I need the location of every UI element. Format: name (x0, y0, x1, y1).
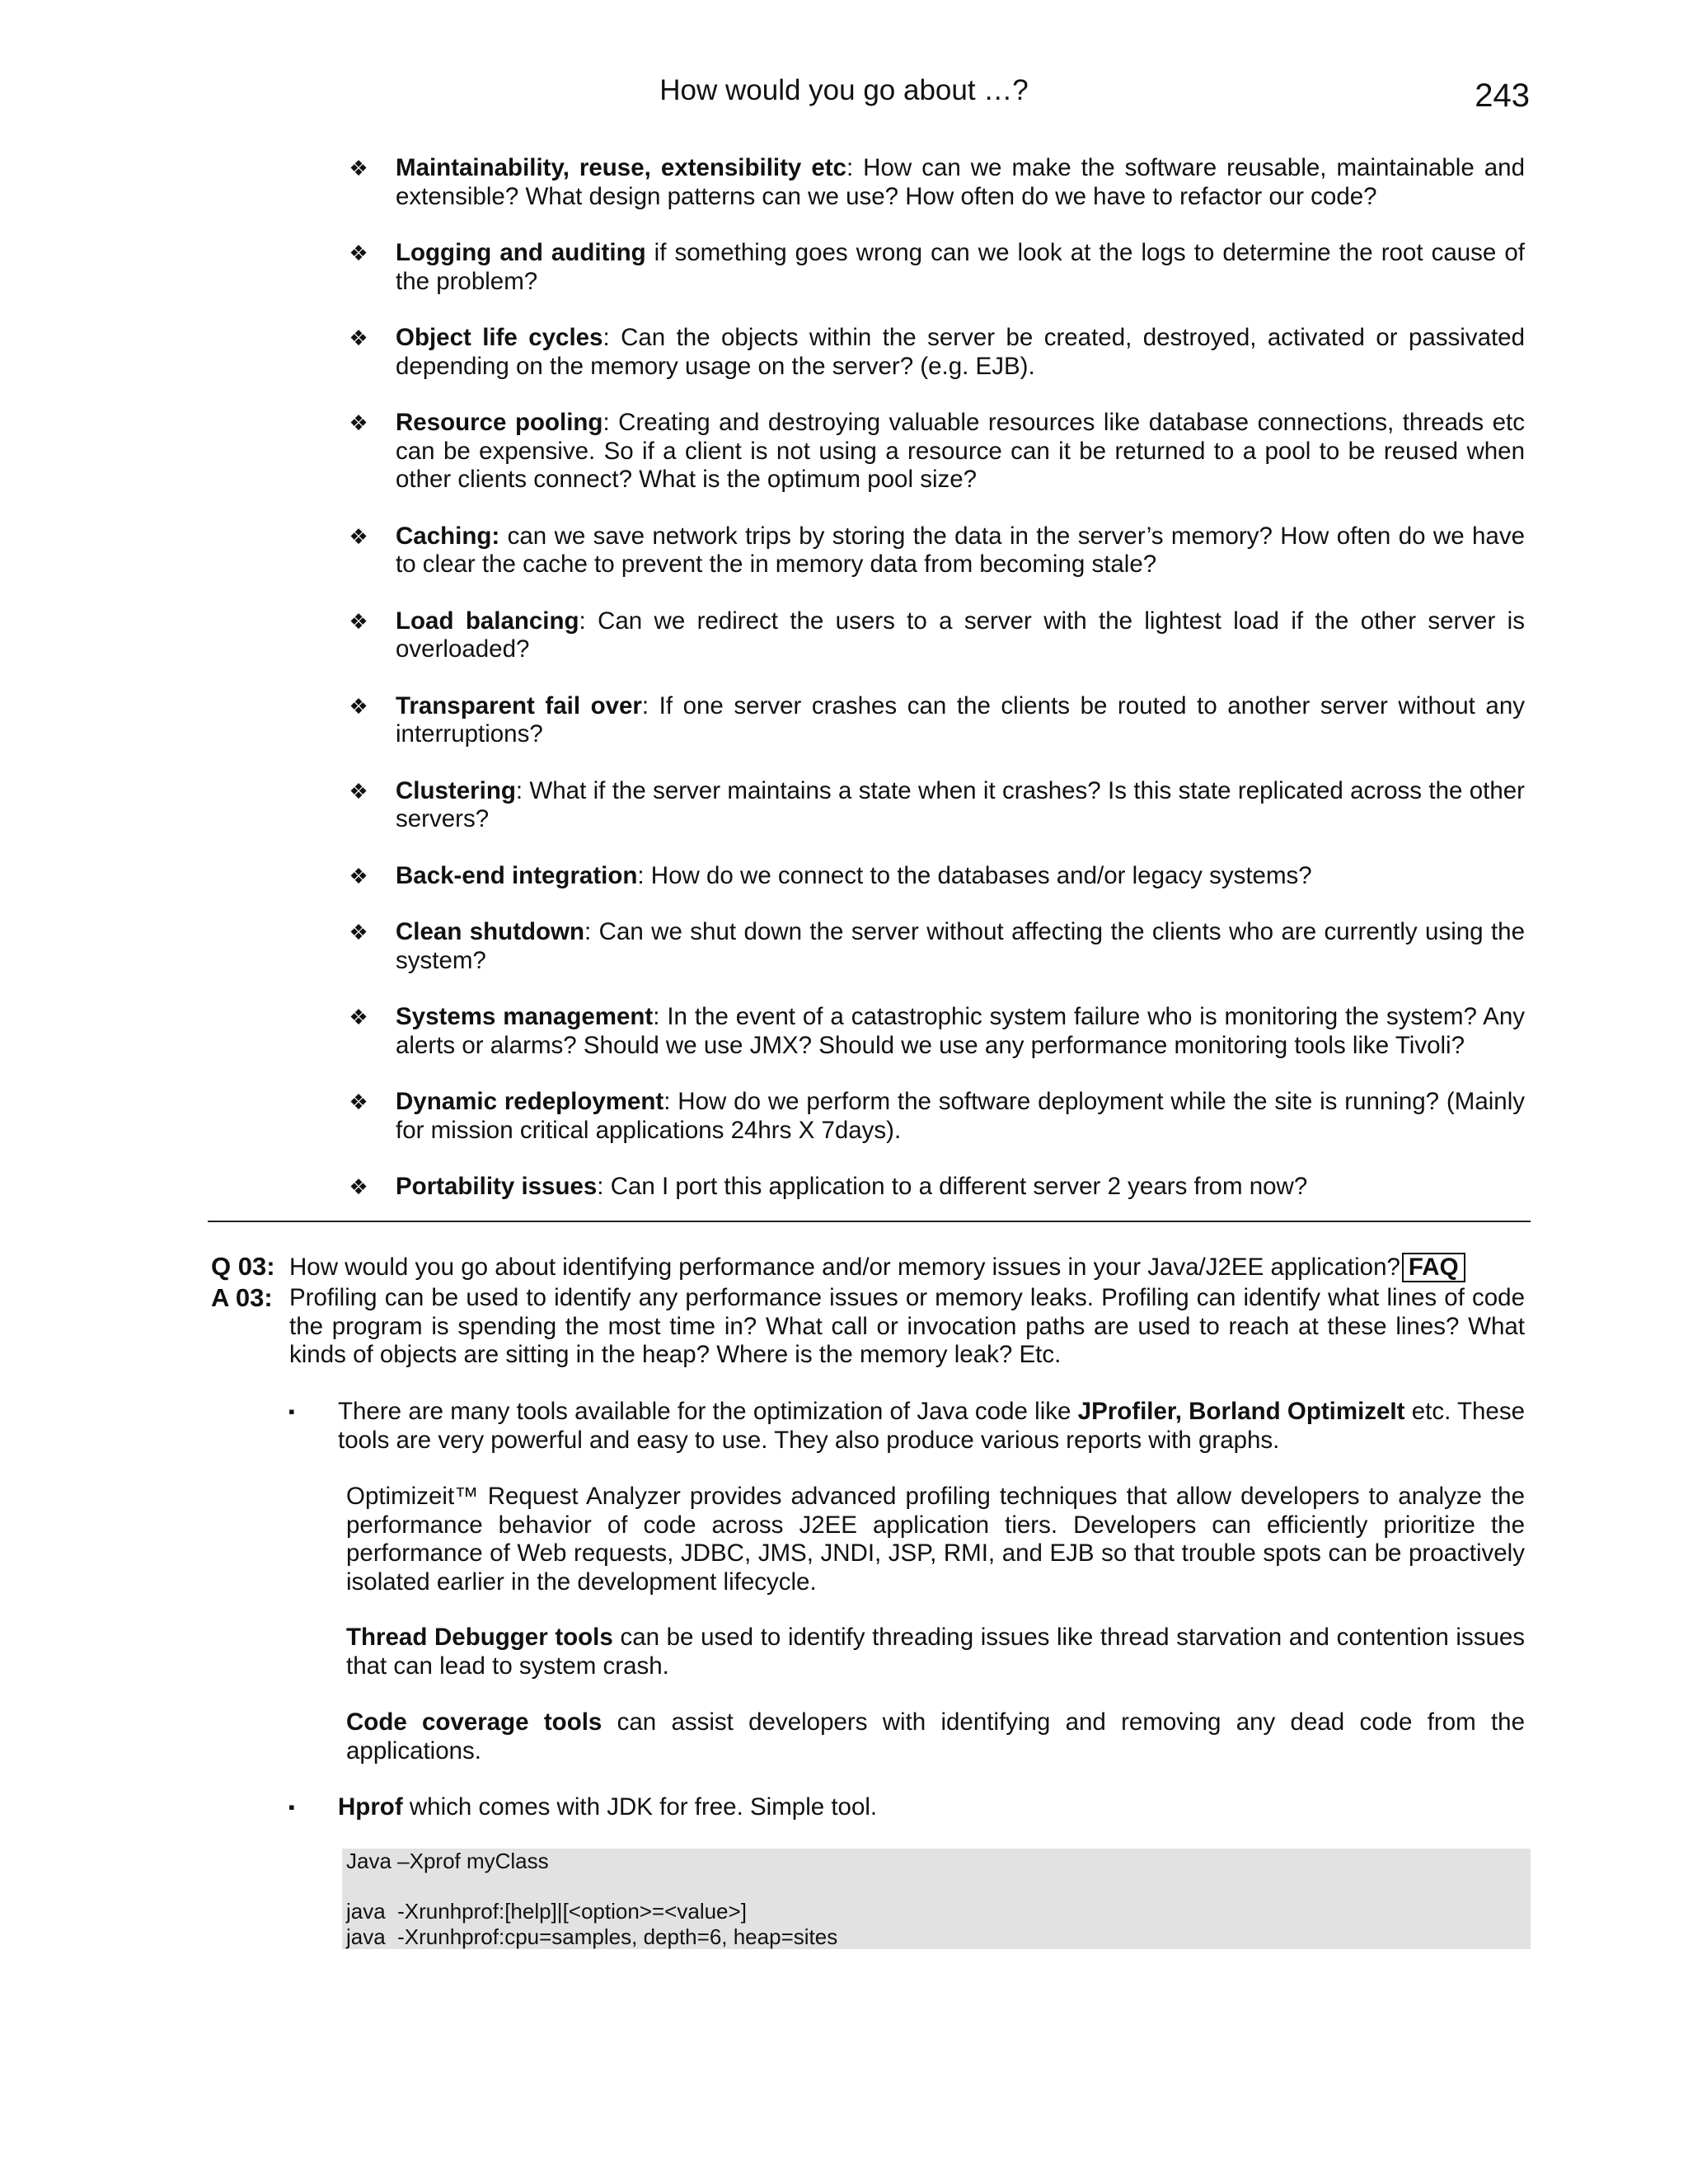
diamond-bullet-icon: ❖ (349, 1174, 368, 1199)
square-bullet-icon: ▪ (288, 1401, 295, 1422)
tools-text-after: etc. These tools are very powerful and easy to use. They also produce various reports with graphs. (338, 1398, 1525, 1454)
diamond-bullet-icon: ❖ (349, 608, 368, 634)
list-item-tools (288, 1398, 1525, 1455)
concern-text: : Can we shut down the server without affecting the clients who are currently using the system? (396, 918, 1525, 974)
page-number: 243 (1475, 77, 1530, 114)
concern-text: : Creating and destroying valuable resources like database connections, threads etc can be expensive. So if a client is not using a resource can it be returned to a pool to be reused when other clients connect? What is the optimum pool size? (396, 409, 1525, 493)
diamond-bullet-icon: ❖ (349, 693, 368, 719)
list-item (346, 1088, 1525, 1145)
concern-text: : Can the objects within the server be created, destroyed, activated or passivated depending on the memory usage on the server? (e.g. EJB). (396, 324, 1525, 380)
diamond-bullet-icon: ❖ (349, 410, 368, 435)
code-coverage-term: Code coverage tools (346, 1708, 603, 1736)
list-item (346, 607, 1525, 664)
answer-label: A 03: (211, 1283, 273, 1312)
diamond-bullet-icon: ❖ (349, 1005, 368, 1029)
concern-term: Clustering (396, 776, 516, 804)
list-item (346, 777, 1525, 834)
optimizeit-paragraph: Optimizeit™ Request Analyzer provides advanced profiling techniques that allow developers to analyze the performance behavior of code across J2EE application tiers. Developers can efficiently prioritize the performance of Web requests, JDBC, JMS, JNDI, JSP, RMI, and EJB so that trouble spots can be proactively isolated earlier in the development lifecycle. (346, 1483, 1525, 1596)
code-line: java -Xrunhprof:[help]|[<option>=<value>] (346, 1899, 747, 1924)
code-sample (342, 1849, 1531, 1949)
concern-term: Load balancing (396, 607, 579, 635)
list-item (346, 154, 1525, 211)
concern-text: : If one server crashes can the clients be routed to another server without any interruptions? (396, 691, 1525, 748)
question-body: How would you go about identifying performance and/or memory issues in your Java/J2EE application? (289, 1254, 1400, 1281)
code-coverage-paragraph (346, 1708, 1525, 1765)
concern-text: can we save network trips by storing the data in the server’s memory? How often do we have to clear the cache to prevent the in memory data from becoming stale? (396, 522, 1525, 578)
concern-term: Resource pooling (396, 409, 603, 436)
concern-text: : Can I port this application to a different server 2 years from now? (597, 1173, 1308, 1200)
list-item-hprof (288, 1793, 1525, 1822)
square-bullet-icon: ▪ (288, 1797, 295, 1817)
concern-text: : How can we make the software reusable, maintainable and extensible? What design patterns can we use? How often do we have to refactor our code? (396, 154, 1525, 210)
code-line: Java –Xprof myClass (346, 1849, 549, 1873)
list-item (346, 862, 1525, 891)
concern-term: Clean shutdown (396, 918, 585, 945)
section-divider (208, 1221, 1531, 1222)
tools-names: JProfiler, Borland OptimizeIt (1077, 1398, 1405, 1425)
diamond-bullet-icon: ❖ (349, 778, 368, 804)
concern-term: Maintainability, reuse, extensibility etc (396, 154, 846, 181)
diamond-bullet-icon: ❖ (349, 326, 368, 350)
question-text (289, 1253, 1525, 1282)
concern-term: Back-end integration (396, 861, 638, 889)
hprof-text: which comes with JDK for free. Simple tool. (402, 1793, 878, 1821)
hprof-list (288, 1793, 1525, 1822)
list-item (346, 918, 1525, 975)
answer-text: Profiling can be used to identify any performance issues or memory leaks. Profiling can identify what lines of code the program is spending the most time in? What call or invocation paths are used to reach at these lines? What kinds of objects are sitting in the heap? Where is the memory leak? Etc. (289, 1284, 1525, 1368)
diamond-bullet-icon: ❖ (349, 1090, 368, 1114)
diamond-bullet-icon: ❖ (349, 241, 368, 265)
question-label: Q 03: (211, 1252, 275, 1281)
list-item (346, 409, 1525, 494)
diamond-bullet-icon: ❖ (349, 863, 368, 888)
concern-text: : In the event of a catastrophic system failure who is monitoring the system? Any alerts or alarms? Should we use JMX? Should we use any performance monitoring tools like Tivoli? (396, 1003, 1525, 1059)
faq-badge: FAQ (1402, 1253, 1465, 1282)
concern-term: Portability issues (396, 1173, 598, 1200)
thread-debugger-paragraph (346, 1624, 1525, 1680)
concern-term: Systems management (396, 1003, 654, 1030)
list-item (346, 1003, 1525, 1060)
diamond-bullet-icon: ❖ (349, 156, 368, 180)
concern-text: if something goes wrong can we look at the logs to determine the root cause of the problem? (396, 239, 1525, 295)
list-item (346, 1173, 1525, 1202)
concern-term: Transparent fail over (396, 691, 642, 719)
concern-term: Caching: (396, 522, 500, 550)
thread-debugger-term: Thread Debugger tools (346, 1624, 613, 1651)
diamond-bullet-icon: ❖ (349, 920, 368, 944)
tools-text-before: There are many tools available for the optimization of Java code like (338, 1398, 1078, 1425)
hprof-term: Hprof (338, 1793, 403, 1821)
concern-text: : What if the server maintains a state when it crashes? Is this state replicated across the other servers? (396, 776, 1525, 832)
page-header (0, 74, 1688, 124)
list-item (346, 239, 1525, 296)
diamond-bullet-icon: ❖ (349, 523, 368, 549)
tools-list (288, 1398, 1525, 1455)
list-item (346, 324, 1525, 381)
concern-term: Dynamic redeployment (396, 1088, 664, 1115)
list-item (346, 523, 1525, 579)
code-coverage-text: can assist developers with identifying and removing any dead code from the applications. (346, 1708, 1525, 1765)
code-line (346, 1874, 1531, 1900)
thread-debugger-text: can be used to identify threading issues like thread starvation and contention issues that can lead to system crash. (346, 1624, 1526, 1680)
concern-text: : Can we redirect the users to a server with the lightest load if the other server is overloaded? (396, 607, 1525, 663)
concern-term: Logging and auditing (396, 239, 646, 266)
concern-text: : How do we connect to the databases and/or legacy systems? (637, 861, 1312, 889)
server-concerns-list (346, 154, 1525, 1230)
concern-text: : How do we perform the software deployment while the site is running? (Mainly for mission critical applications 24hrs X 7days). (396, 1088, 1525, 1144)
code-line: java -Xrunhprof:cpu=samples, depth=6, heap=sites (346, 1924, 838, 1949)
list-item (346, 692, 1525, 749)
running-title: How would you go about …? (659, 74, 1029, 106)
concern-term: Object life cycles (396, 324, 603, 351)
